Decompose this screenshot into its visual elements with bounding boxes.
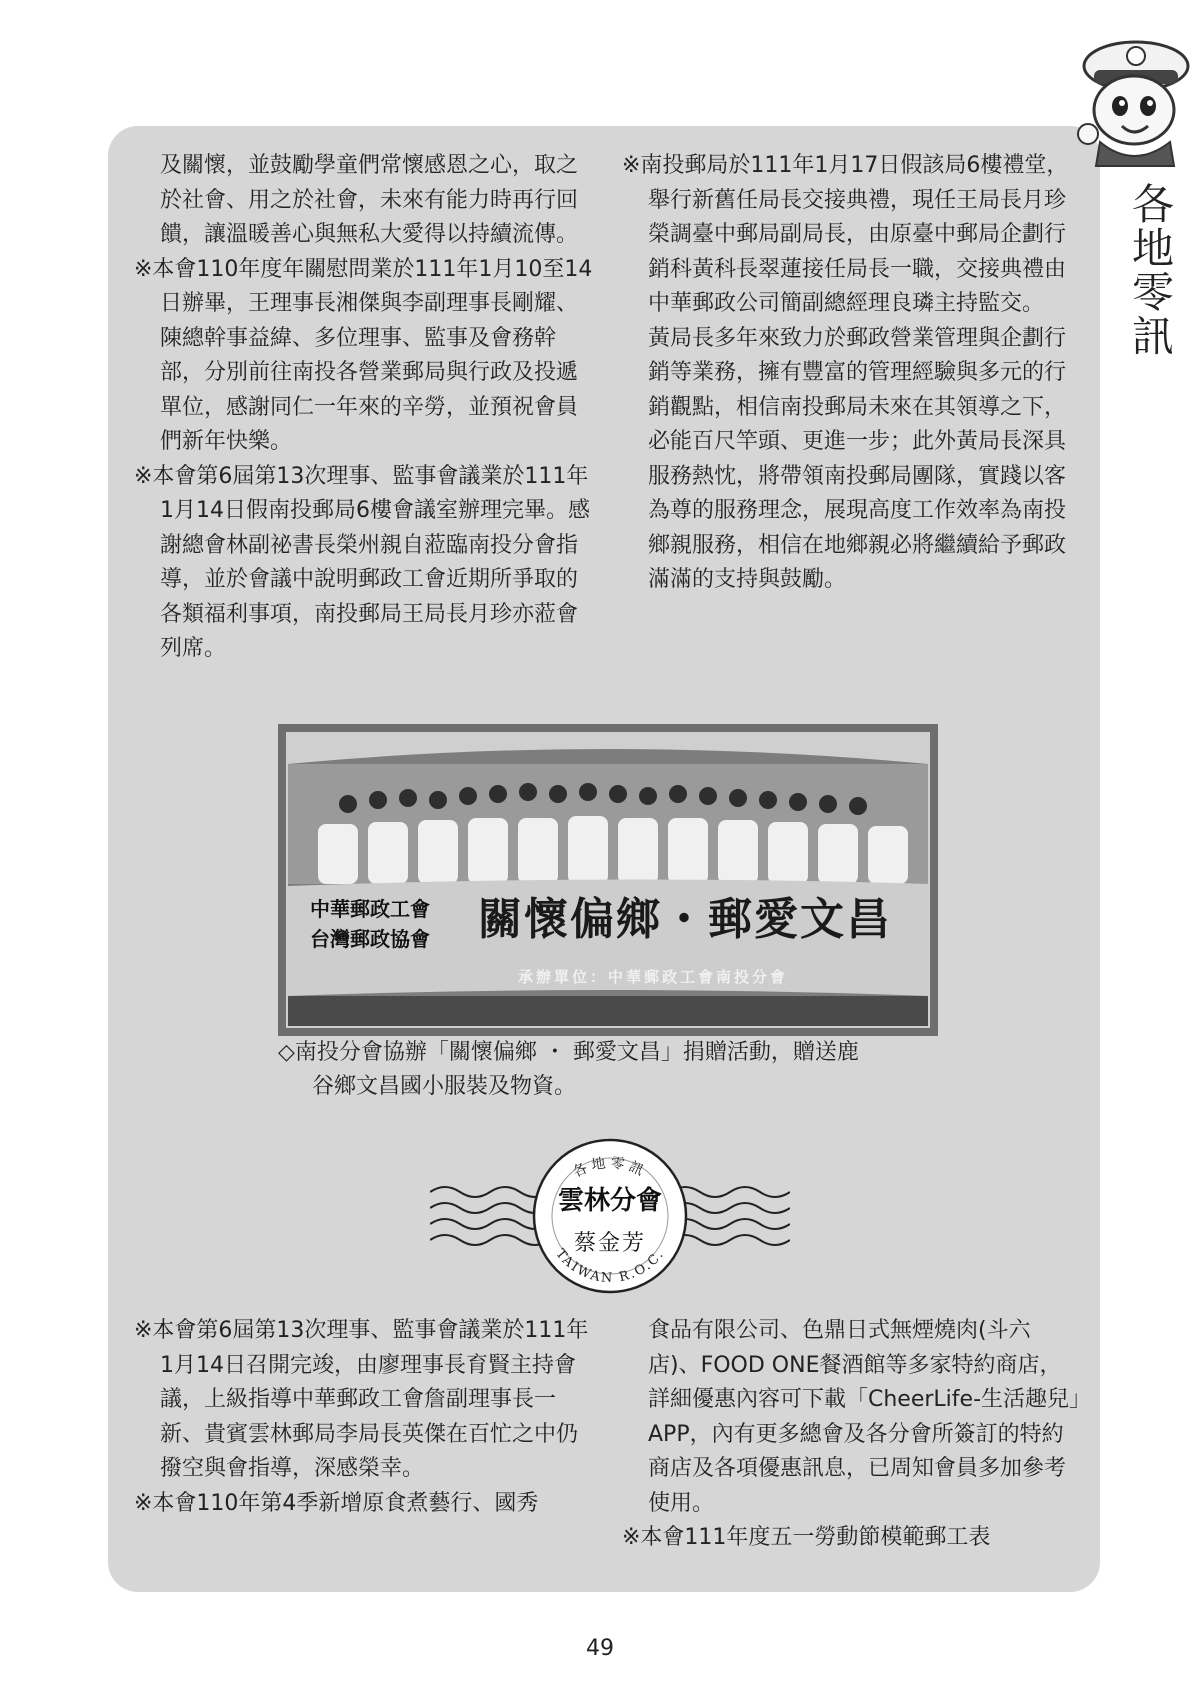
paragraph: 黃局長多年來致力於郵政營業管理與企劃行銷等業務，擁有豐富的管理經驗與多元的行銷觀點，相信南投郵局未來在其領導之下，必能百尺竿頭、更進一步；此外黃局長深具服務熱忱，將帶領南投郵局團隊，實踐以客為尊的服務理念，展現高度工作效率為南投鄉親服務，相信在地鄉親必將繼續給予郵政滿滿的支持與鼓勵。 <box>648 325 1067 592</box>
paragraph: ※本會110年第4季新增原食煮藝行、國秀 <box>134 1490 539 1516</box>
stamp-arc-bottom-text: TAIWAN R.O.C. <box>552 1246 668 1287</box>
caption-line-2: 谷鄉文昌國小服裝及物資。 <box>312 1074 577 1099</box>
mascot-illustration <box>1070 30 1200 170</box>
column-bottom-left <box>134 1314 594 1521</box>
column-top-left <box>134 149 594 667</box>
stamp-arc-top-text: 各地零訊 <box>570 1155 650 1181</box>
paragraph: ※本會第6屆第13次理事、監事會議業於111年1月14日假南投郵局6樓會議室辦理完畢。感謝總會林副祕書長榮州親自蒞臨南投分會指導，並於會議中說明郵政工會近期所爭取的各類福利事項，南投郵局王局長月珍亦蒞會列席。 <box>134 463 590 661</box>
paragraph: ※本會111年度五一勞動節模範郵工表 <box>622 1525 991 1550</box>
page-number: 49 <box>586 1636 614 1661</box>
banner-organizer-2: 台灣郵政協會 <box>310 927 430 951</box>
paragraph: ※本會第6屆第13次理事、監事會議業於111年1月14日召開完竣，由廖理事長育賢主持會議，上級指導中華郵政工會詹副理事長一新、貴賓雲林郵局李局長英傑在百忙之中仍撥空與會指導，深感榮幸。 <box>134 1318 589 1481</box>
paragraph: ※本會110年度年關慰問業於111年1月10至14日辦畢，王理事長湘傑與李副理事長剛耀、陳總幹事益緯、多位理事、監事及會務幹部，分別前往南投各營業郵局與行政及投遞單位，感謝同仁一年來的辛勞，並預祝會員們新年快樂。 <box>134 256 593 454</box>
paragraph: 及關懷，並鼓勵學童們常懷感恩之心，取之於社會、用之於社會，未來有能力時再行回饋，讓溫暖善心與無私大愛得以持續流傳。 <box>160 153 579 247</box>
stamp-branch-name: 雲林分會 <box>557 1186 662 1216</box>
section-title: 各地零訊 <box>1126 182 1175 358</box>
column-bottom-right <box>622 1314 1082 1556</box>
banner-host: 承辦單位：中華郵政工會南投分會 <box>518 968 789 986</box>
banner-title: 關懷偏鄉・郵愛文昌 <box>478 894 892 945</box>
column-top-right <box>622 149 1082 598</box>
banner-organizers <box>310 894 470 954</box>
stamp-author-name: 蔡金芳 <box>573 1231 646 1256</box>
caption-line-1: ◇南投分會協辦「關懷偏鄉 ・ 郵愛文昌」捐贈活動，贈送鹿 <box>278 1040 859 1065</box>
postmark-stamp <box>430 1122 790 1302</box>
photo-frame <box>278 724 938 1036</box>
photo-caption <box>278 1036 938 1104</box>
paragraph: ※南投郵局於111年1月17日假該局6樓禮堂，舉行新舊任局長交接典禮，現任王局長月珍榮調臺中郵局副局長，由原臺中郵局企劃行銷科黃科長翠蓮接任局長一職，交接典禮由中華郵政公司簡副總經理良璘主持監交。 <box>622 153 1069 316</box>
event-photo <box>286 732 930 1028</box>
banner-organizer-1: 中華郵政工會 <box>310 897 430 921</box>
paragraph: 食品有限公司、色鼎日式無煙燒肉(斗六店)、FOOD ONE餐酒館等多家特約商店，詳細優惠內容可下載「CheerLife-生活趣兒」APP，內有更多總會及各分會所簽訂的特約商店及各項優惠訊息，已周知會員多加參考使用。 <box>648 1318 1081 1516</box>
